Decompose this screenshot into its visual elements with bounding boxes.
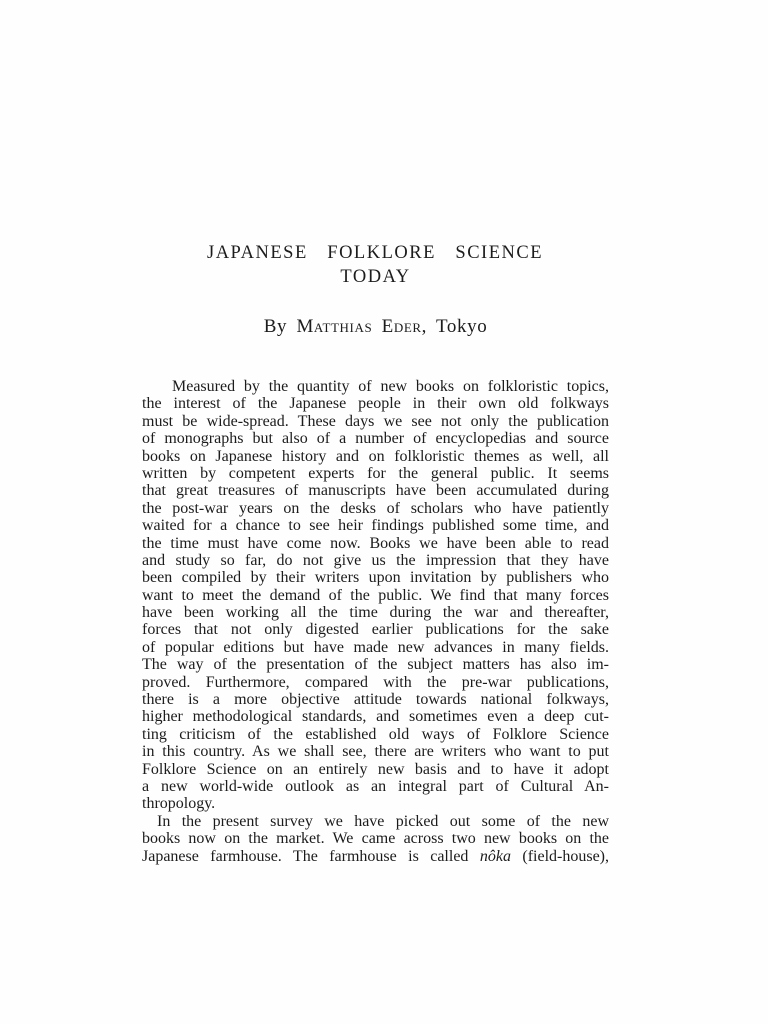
body-text-line: that great treasures of manuscripts have been accumulated during xyxy=(142,482,609,500)
body-text-line: higher methodological standards, and sometimes even a deep cut- xyxy=(142,708,609,726)
body-text-line: a new world-wide outlook as an integral part of Cultural An- xyxy=(142,777,609,795)
body-text-line: of monographs but also of a number of encyclopedias and source xyxy=(142,430,609,448)
body-text-line: waited for a chance to see heir findings published some time, and xyxy=(142,517,609,535)
byline xyxy=(142,316,609,338)
body-text-line: written by competent experts for the general public. It seems xyxy=(142,464,609,482)
body-text-line: books on Japanese history and on folkloristic themes as well, all xyxy=(142,447,609,465)
body-text-line: the post-war years on the desks of scholars who have patiently xyxy=(142,499,609,517)
byline-prefix: By xyxy=(263,316,297,337)
italic-term: nôka xyxy=(479,847,511,865)
body-paragraph-2 xyxy=(142,813,609,865)
text-segment: Japanese farmhouse. The farmhouse is called xyxy=(142,847,480,865)
body-text-line: been compiled by their writers upon invitation by publishers who xyxy=(142,569,609,587)
author-location: , Tokyo xyxy=(421,316,488,337)
article-body xyxy=(142,378,609,865)
author-name: Matthias Eder xyxy=(296,316,422,337)
body-text-line: ting criticism of the established old ways of Folklore Science xyxy=(142,725,609,743)
text-segment: (field-house), xyxy=(510,847,609,865)
body-text-line xyxy=(142,848,609,865)
body-text-line: The way of the presentation of the subject matters has also im- xyxy=(142,656,609,674)
body-text-line: want to meet the demand of the public. We find that many forces xyxy=(142,586,609,604)
body-text-line: thropology. xyxy=(142,795,216,813)
body-text-line: books now on the market. We came across two new books on the xyxy=(142,830,609,848)
body-text-line: have been working all the time during the war and thereafter, xyxy=(142,604,609,622)
body-text-line: forces that not only digested earlier publications for the sake xyxy=(142,621,609,639)
article-title-line-1: JAPANESE FOLKLORE SCIENCE xyxy=(207,243,543,263)
body-text-line: In the present survey we have picked out some of the new xyxy=(157,812,609,830)
body-text-line: Measured by the quantity of new books on folkloristic topics, xyxy=(172,378,609,395)
body-text-line: and study so far, do not give us the impression that they have xyxy=(142,551,609,569)
body-text-line: proved. Furthermore, compared with the pre-war publications, xyxy=(142,673,609,691)
body-text-line: Folklore Science on an entirely new basis and to have it adopt xyxy=(142,760,609,778)
body-text-line: in this country. As we shall see, there are writers who want to put xyxy=(142,743,609,761)
body-text-line: the time must have come now. Books we have been able to read xyxy=(142,534,609,552)
body-text-line: must be wide-spread. These days we see not only the publication xyxy=(142,412,609,430)
body-paragraph-1 xyxy=(142,378,609,813)
body-text-line: of popular editions but have made new advances in many fields. xyxy=(142,638,609,656)
body-text-line: the interest of the Japanese people in their own old folkways xyxy=(142,395,609,413)
article-title-line-2: TODAY xyxy=(340,267,411,287)
body-text-line: there is a more objective attitude towards national folkways, xyxy=(142,691,609,709)
